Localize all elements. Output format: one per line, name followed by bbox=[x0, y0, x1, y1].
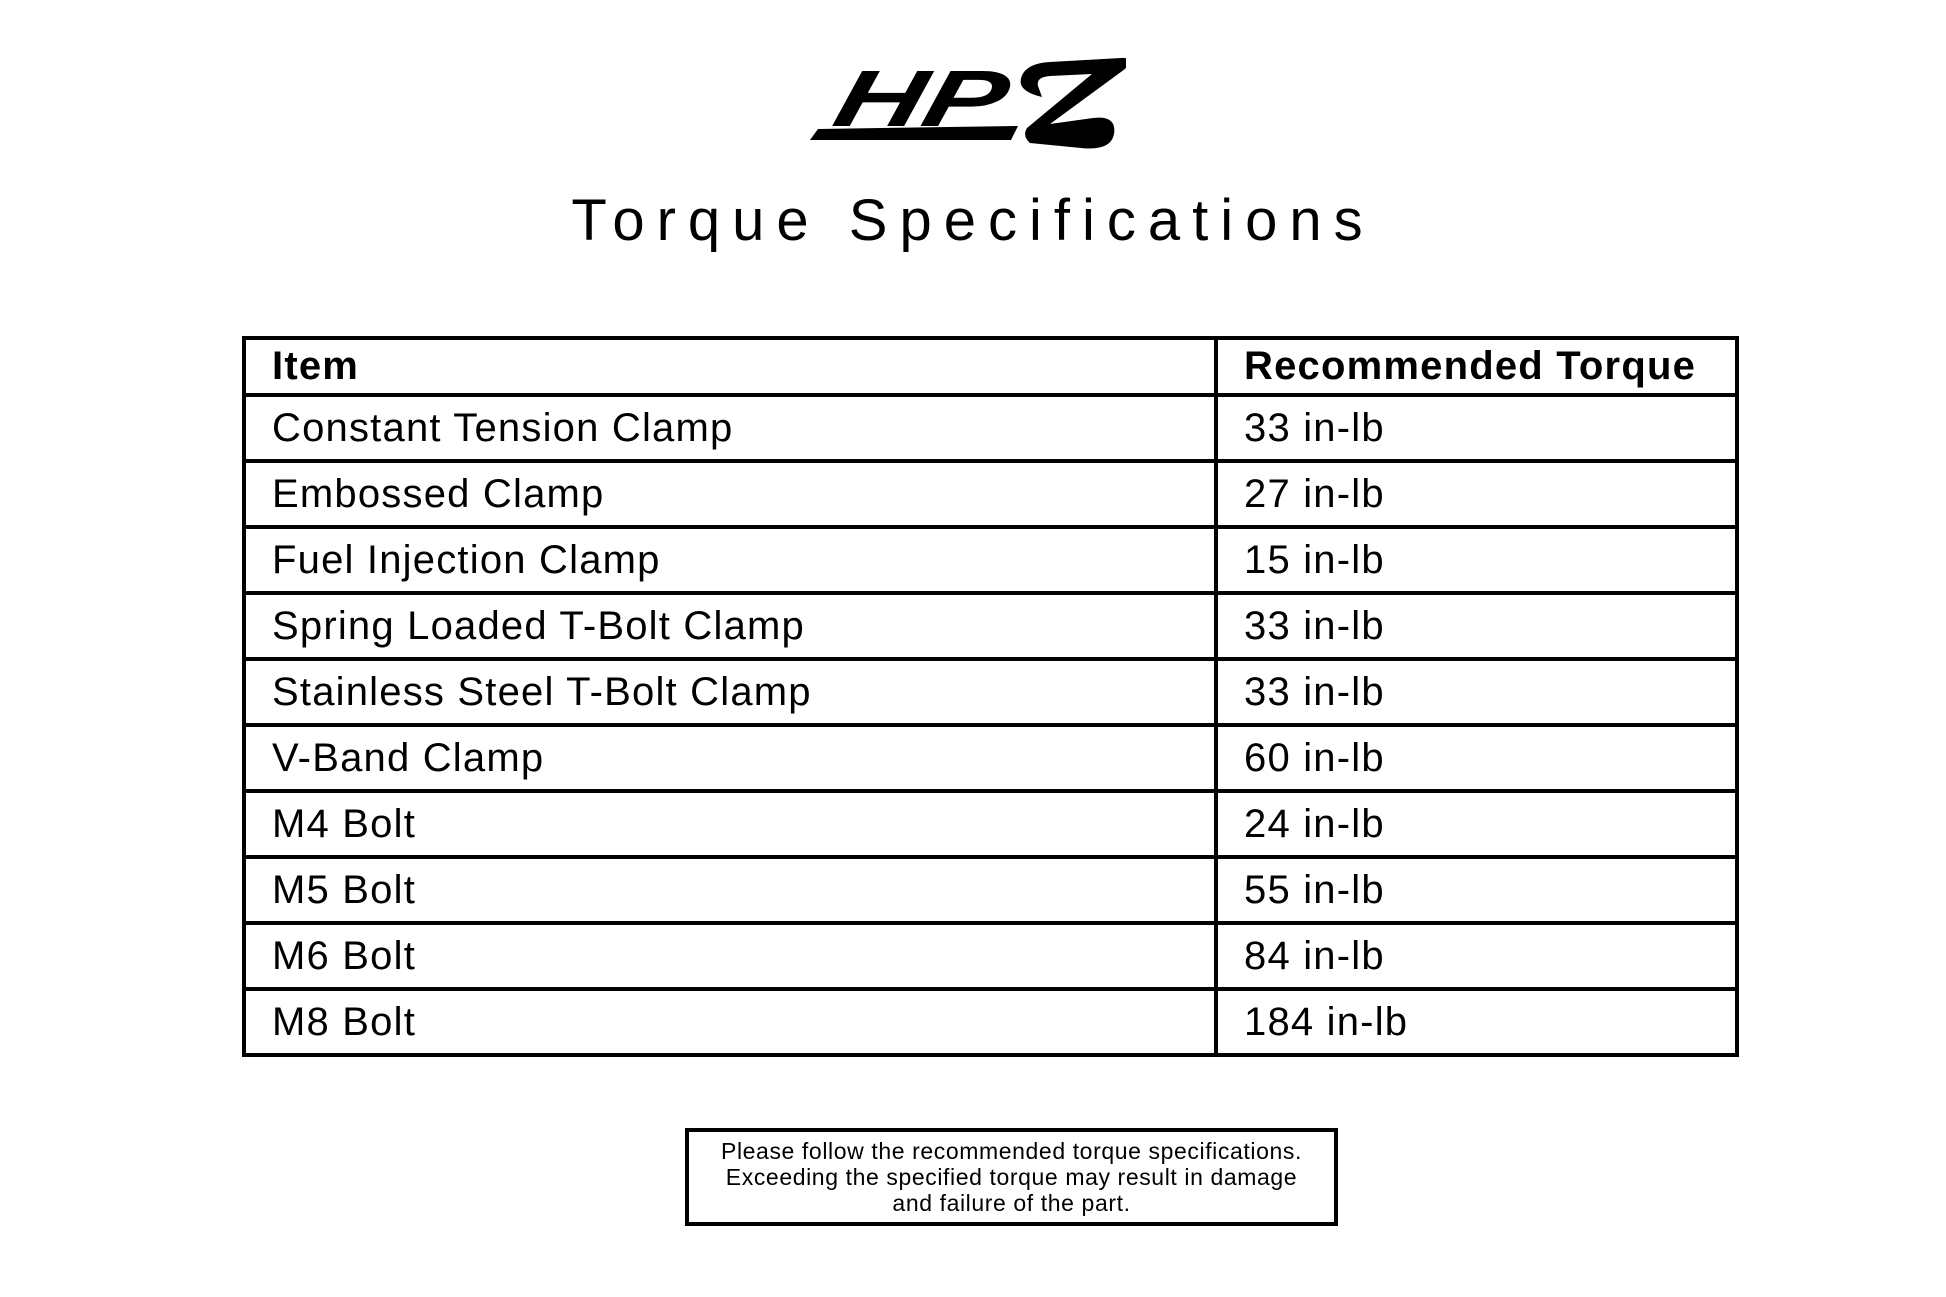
table-row bbox=[244, 461, 1737, 527]
logo-s-shape bbox=[1021, 58, 1126, 149]
table-row bbox=[244, 725, 1737, 791]
table-row bbox=[244, 527, 1737, 593]
torque-table bbox=[242, 336, 1739, 1057]
torque-cell: 33 in-lb bbox=[1216, 659, 1737, 725]
item-cell: Constant Tension Clamp bbox=[244, 395, 1216, 461]
item-cell: Stainless Steel T-Bolt Clamp bbox=[244, 659, 1216, 725]
item-cell: Fuel Injection Clamp bbox=[244, 527, 1216, 593]
torque-cell: 55 in-lb bbox=[1216, 857, 1737, 923]
page-title: Torque Specifications bbox=[571, 188, 1375, 253]
item-column-header: Item bbox=[244, 338, 1216, 395]
torque-cell: 60 in-lb bbox=[1216, 725, 1737, 791]
note-line: Please follow the recommended torque specifications. bbox=[721, 1138, 1302, 1164]
torque-warning-note bbox=[685, 1128, 1338, 1226]
table-row bbox=[244, 593, 1737, 659]
torque-cell: 15 in-lb bbox=[1216, 527, 1737, 593]
torque-table-body bbox=[244, 395, 1737, 1055]
item-cell: M5 Bolt bbox=[244, 857, 1216, 923]
logo-hp-text: HP bbox=[825, 54, 960, 144]
torque-column-header: Recommended Torque bbox=[1216, 338, 1737, 395]
item-cell: V-Band Clamp bbox=[244, 725, 1216, 791]
table-row bbox=[244, 659, 1737, 725]
torque-cell: 33 in-lb bbox=[1216, 593, 1737, 659]
torque-cell: 33 in-lb bbox=[1216, 395, 1737, 461]
table-row bbox=[244, 857, 1737, 923]
note-line: Exceeding the specified torque may result in damage bbox=[725, 1164, 1298, 1190]
header-row bbox=[244, 338, 1737, 395]
item-cell: M8 Bolt bbox=[244, 989, 1216, 1055]
torque-cell: 84 in-lb bbox=[1216, 923, 1737, 989]
table-row bbox=[244, 989, 1737, 1055]
torque-cell: 24 in-lb bbox=[1216, 791, 1737, 857]
item-cell: M4 Bolt bbox=[244, 791, 1216, 857]
note-line: and failure of the part. bbox=[892, 1190, 1131, 1216]
table-row bbox=[244, 791, 1737, 857]
table-row bbox=[244, 923, 1737, 989]
torque-cell: 27 in-lb bbox=[1216, 461, 1737, 527]
torque-table-header bbox=[244, 338, 1737, 395]
item-cell: Embossed Clamp bbox=[244, 461, 1216, 527]
item-cell: Spring Loaded T-Bolt Clamp bbox=[244, 593, 1216, 659]
torque-cell: 184 in-lb bbox=[1216, 989, 1737, 1055]
item-cell: M6 Bolt bbox=[244, 923, 1216, 989]
table-row bbox=[244, 395, 1737, 461]
hps-logo bbox=[796, 46, 1126, 156]
